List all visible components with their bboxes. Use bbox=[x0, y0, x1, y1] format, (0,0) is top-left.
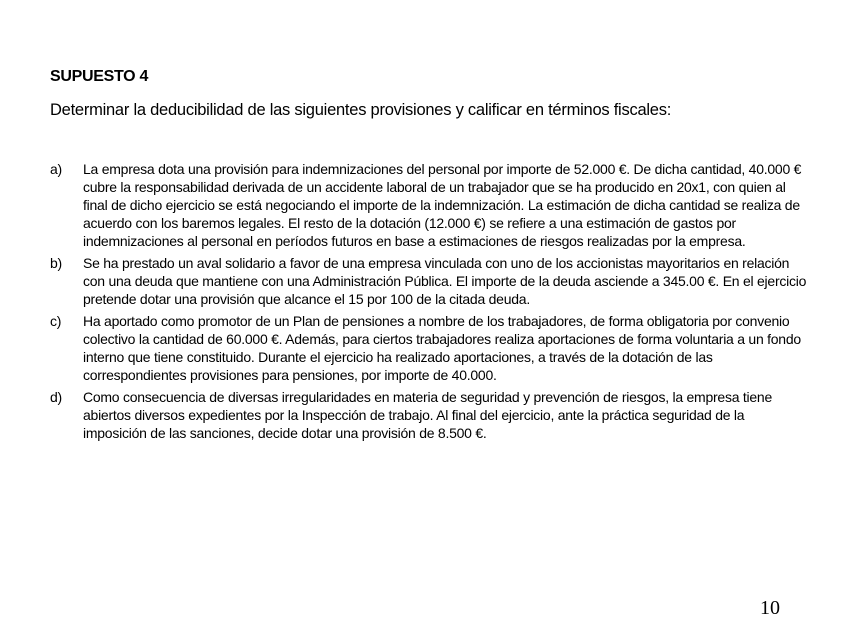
list-item bbox=[50, 254, 810, 308]
item-marker: d) bbox=[50, 389, 62, 405]
item-marker: c) bbox=[50, 313, 62, 329]
list-item bbox=[50, 160, 810, 250]
item-text: Se ha prestado un aval solidario a favor de una empresa vinculada con uno de los accionistas mayoritarios en relación con una deuda que mantiene con una Administración Pública. El importe de la deuda asciende a 345.00 €. En el ejercicio pretende dotar una provisión que alcance el 15 por 100 de la citada deuda. bbox=[83, 255, 807, 307]
task-instruction: Determinar la deducibilidad de las siguientes provisiones y calificar en términos fiscales: bbox=[50, 101, 672, 119]
item-text: Ha aportado como promotor de un Plan de pensiones a nombre de los trabajadores, de forma obligatoria por convenio colectivo la cantidad de 60.000 €. Además, para ciertos trabajadores realiza aportaciones de forma voluntaria a un fondo interno que tiene constituido. Durante el ejercicio ha realizado aportaciones, a través de la dotación de las correspondientes provisiones para pensiones, por importe de 40.000. bbox=[83, 313, 801, 383]
item-text: La empresa dota una provisión para indemnizaciones del personal por importe de 52.000 €. De dicha cantidad, 40.000 € cubre la responsabilidad derivada de un accidente laboral de un trabajador que se ha producido en 20x1, con quien al final de dicho ejercicio se está negociando el importe de la indemnización. La estimación de dicha cantidad se realiza de acuerdo con los baremos legales. El resto de la dotación (12.000 €) se refiere a una estimación de gastos por indemnizaciones al personal en períodos futuros en base a estimaciones de riesgos realizadas por la empresa. bbox=[83, 161, 802, 249]
item-marker: b) bbox=[50, 255, 62, 271]
exercise-list bbox=[50, 160, 810, 446]
item-marker: a) bbox=[50, 161, 62, 177]
page-number: 10 bbox=[760, 597, 780, 619]
list-item bbox=[50, 388, 810, 442]
item-text: Como consecuencia de diversas irregularidades en materia de seguridad y prevención de riesgos, la empresa tiene abiertos diversos expedientes por la Inspección de trabajo. Al final del ejercicio, ante la práctica seguridad de la imposición de las sanciones, decide dotar una provisión de 8.500 €. bbox=[83, 389, 772, 441]
section-heading: SUPUESTO 4 bbox=[50, 68, 149, 85]
list-item bbox=[50, 312, 810, 384]
